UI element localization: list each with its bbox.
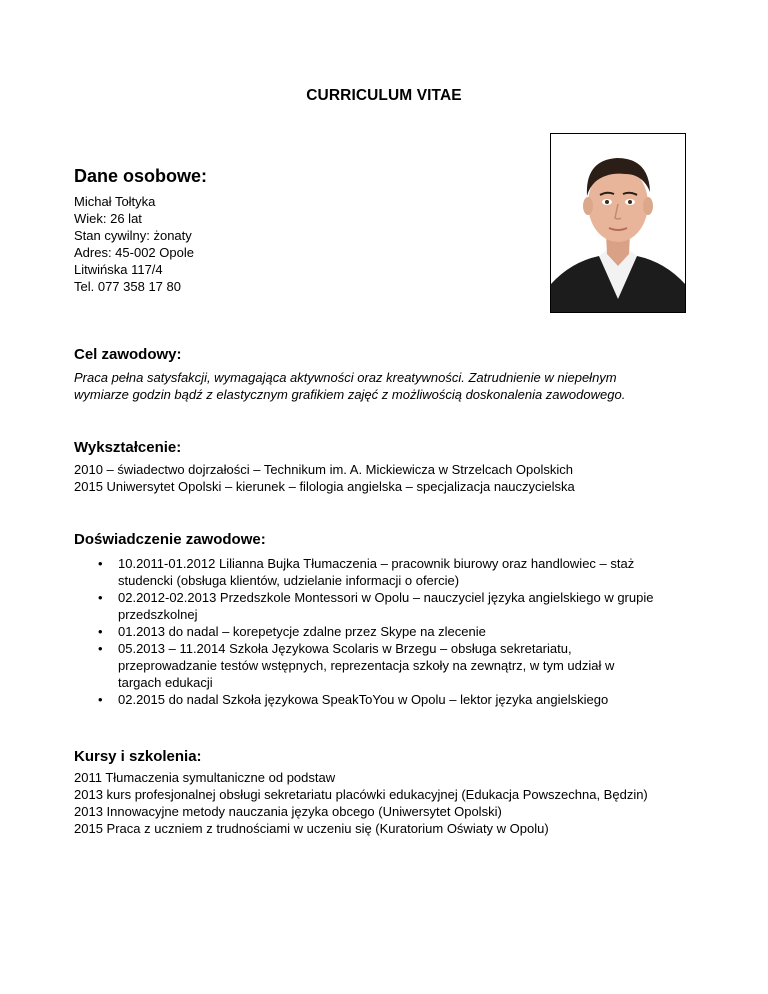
experience-item [74, 623, 714, 640]
experience-item [74, 691, 714, 708]
goal-heading: Cel zawodowy: [74, 346, 182, 363]
experience-line: 10.2011-01.2012 Lilianna Bujka Tłumaczenia – pracownik biurowy oraz handlowiec – staż [118, 556, 635, 571]
education-heading: Wykształcenie: [74, 439, 182, 456]
bullet-icon: • [98, 590, 103, 605]
goal-text [74, 369, 625, 403]
experience-line: 05.2013 – 11.2014 Szkoła Językowa Scolaris w Brzegu – obsługa sekretariatu, [118, 641, 572, 656]
education-item: 2015 Uniwersytet Opolski – kierunek – filologia angielska – specjalizacja nauczycielska [74, 479, 575, 494]
experience-line: studencki (obsługa klientów, udzielanie informacji o ofercie) [118, 573, 460, 588]
experience-line: przedszkolnej [118, 607, 198, 622]
experience-heading: Doświadczenie zawodowe: [74, 531, 266, 548]
experience-line: 02.2012-02.2013 Przedszkole Montessori w Opolu – nauczyciel języka angielskiego w grupie [118, 590, 654, 605]
experience-list [74, 555, 714, 708]
education-list [74, 461, 575, 495]
page-title: CURRICULUM VITAE [306, 87, 462, 104]
experience-item [74, 555, 714, 589]
bullet-icon: • [98, 624, 103, 639]
course-item: 2013 kurs profesjonalnej obsługi sekretariatu placówki edukacyjnej (Edukacja Powszechna, Będzin) [74, 787, 648, 802]
portrait-photo [550, 133, 686, 313]
personal-marital-status: Stan cywilny: żonaty [74, 228, 192, 243]
personal-age: Wiek: 26 lat [74, 211, 142, 226]
courses-list [74, 769, 648, 837]
courses-heading: Kursy i szkolenia: [74, 748, 202, 765]
personal-heading: Dane osobowe: [74, 166, 208, 186]
goal-line: Praca pełna satysfakcji, wymagająca aktywności oraz kreatywności. Zatrudnienie w niepełnym [74, 370, 617, 385]
experience-line: przeprowadzanie testów wstępnych, reprezentacja szkoły na zewnątrz, w tym udział w [118, 658, 615, 673]
experience-item [74, 589, 714, 623]
bullet-icon: • [98, 692, 103, 707]
personal-address: Adres: 45-002 Opole [74, 245, 194, 260]
course-item: 2011 Tłumaczenia symultaniczne od podstaw [74, 770, 336, 785]
experience-line: 02.2015 do nadal Szkoła językowa SpeakToYou w Opolu – lektor języka angielskiego [118, 692, 609, 707]
personal-name: Michał Tołtyka [74, 194, 156, 209]
bullet-icon: • [98, 641, 103, 656]
course-item: 2013 Innowacyjne metody nauczania języka obcego (Uniwersytet Opolski) [74, 804, 502, 819]
personal-phone: Tel. 077 358 17 80 [74, 279, 181, 294]
education-item: 2010 – świadectwo dojrzałości – Technikum im. A. Mickiewicza w Strzelcach Opolskich [74, 462, 574, 477]
experience-line: targach edukacji [118, 675, 213, 690]
goal-line: wymiarze godzin bądź z elastycznym grafikiem zajęć z możliwością doskonalenia zawodowego. [74, 387, 626, 402]
experience-item [74, 640, 714, 691]
portrait-illustration [551, 134, 685, 312]
personal-details [74, 193, 194, 295]
personal-street: Litwińska 117/4 [74, 262, 163, 277]
experience-line: 01.2013 do nadal – korepetycje zdalne przez Skype na zlecenie [118, 624, 486, 639]
bullet-icon: • [98, 556, 103, 571]
course-item: 2015 Praca z uczniem z trudnościami w uczeniu się (Kuratorium Oświaty w Opolu) [74, 821, 549, 836]
